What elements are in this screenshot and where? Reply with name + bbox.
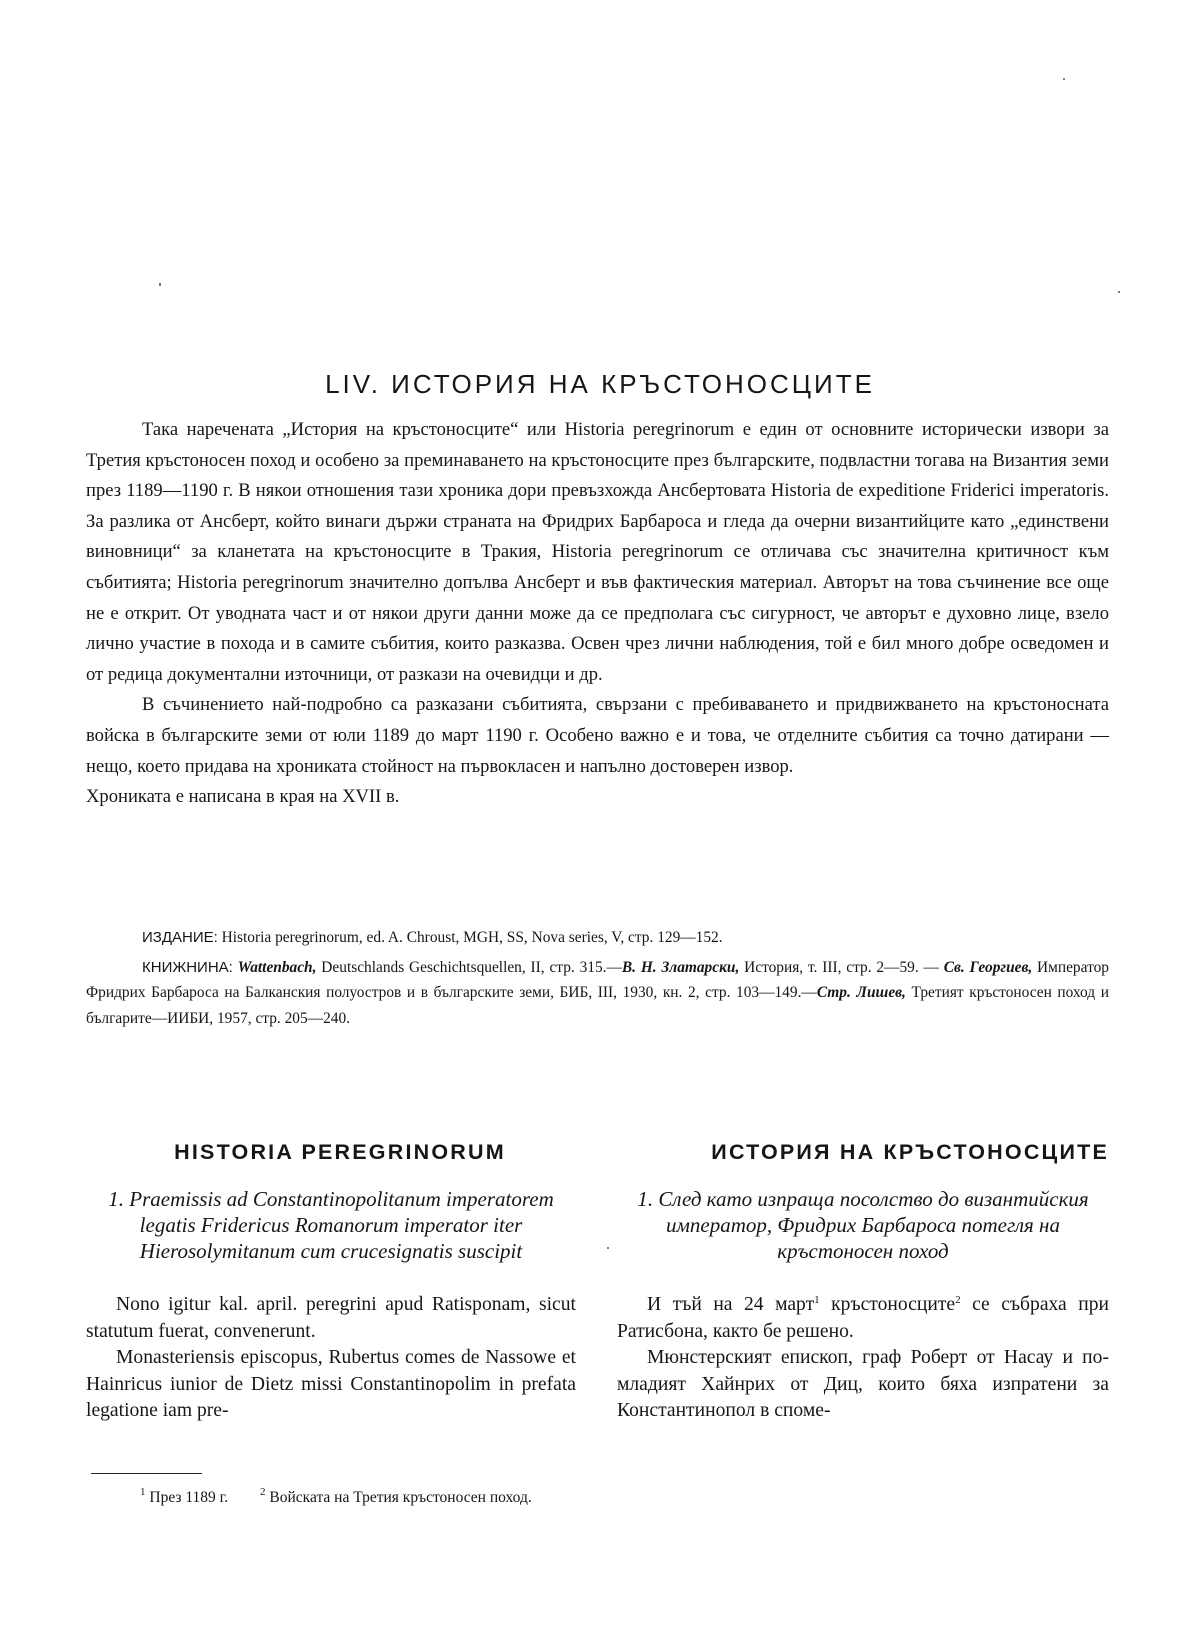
bulgarian-section-heading: 1. След като изпраща посолство до византийския император, Фридрих Барбароса потегля на кръстоносен поход (637, 1187, 1089, 1263)
literature-author: Св. Георгиев, (943, 958, 1033, 976)
bulgarian-column (617, 1137, 1109, 1425)
footnote-text: През 1189 г. (149, 1489, 229, 1506)
bulgarian-text (617, 1292, 1109, 1425)
latin-section-heading: 1. Praemissis ad Constantinopolitanum imperatorem legatis Fridericus Romanorum imperator iter Hierosolymitanum cum crucesignatis suscipit (108, 1187, 554, 1263)
latin-column-title: HISTORIA PEREGRINORUM (174, 1140, 506, 1164)
footnote-text: Войската на Третия кръстоносен поход. (269, 1489, 532, 1506)
footnote-mark: 2 (260, 1486, 266, 1498)
latin-paragraph: Nono igitur kal. april. peregrini apud Ratisponam, sicut statutum fuerat, convenerunt. (86, 1294, 576, 1342)
intro-paragraph: В съчинението най-подробно са разказани събитията, свързани с пребиваването и придвижването на кръстоносната войска в българските земи от юли 1189 до март 1190 г. Особено важно е и това, че отделните събития са точно датирани — нещо, което придава на хрониката стойност на първокласен и напълно достоверен извор. (86, 694, 1109, 777)
bulgarian-column-title: ИСТОРИЯ НА КРЪСТОНОСЦИТЕ (711, 1140, 1109, 1164)
references-section (86, 925, 1109, 1031)
literature-author: Wattenbach, (237, 958, 317, 976)
literature-entry: История, т. III, стр. 2—59. — (744, 958, 944, 976)
latin-column (86, 1137, 576, 1425)
scan-speck (159, 283, 161, 286)
literature-author: Стр. Лишев, (816, 984, 906, 1001)
intro-paragraph: Хрониката е написана в края на XVII в. (86, 786, 400, 808)
scan-speck (1063, 78, 1065, 80)
literature-label: КНИЖНИНА: (142, 958, 233, 976)
scan-speck (607, 1247, 609, 1249)
literature-entry: Deutschlands Geschichtsquellen, II, стр. 315.— (321, 958, 622, 976)
footnote-divider (91, 1473, 202, 1474)
footnote (260, 1488, 532, 1508)
latin-text (86, 1292, 576, 1425)
literature-author: В. Н. Златарски, (621, 958, 740, 976)
scan-speck (1118, 291, 1120, 293)
edition-label: ИЗДАНИЕ: (142, 929, 218, 946)
bulgarian-text-run: се събраха при Ратисбона, както бе решено. (617, 1294, 1110, 1342)
intro-paragraph: Така наречената „История на кръстоносците“ или Historia peregrinorum е един от основните исторически извори за Третия кръстоносен поход и особено за преминаването на кръстоносците през българските, подвластни тогава на Византия земи през 1189—1190 г. В някои отношения тази хроника дори превъзхожда Ансбертовата Historia de expeditione Friderici imperatoris. За разлика от Ансберт, който винаги държи страната на Фридрих Барбароса и гледа да очерни византийците като „единствени виновници“ за кланетата на кръстоносците в Тракия, Historia peregrinorum се отличава със значителна критичност към събитията; Historia peregrinorum значително допълва Ансберт и във фактическия материал. Авторът на това съчинение все още не е открит. От уводната част и от някои други данни може да се предполага със сигурност, че авторът е духовно лице, взело лично участие в похода и в самите събития, които разказва. Освен чрез лични наблюдения, той е бил много добре осведомен и от редица документални източници, от разкази на очевидци и др. (86, 419, 1109, 685)
intro-section (86, 415, 1109, 813)
footnote-mark: 1 (140, 1486, 146, 1498)
footnote-ref-1[interactable]: 1 (814, 1294, 820, 1307)
bulgarian-paragraph: Мюнстерският епископ, граф Роберт от Насау и по-младият Хайнрих от Диц, които бяха изпратени за Константинопол в споме- (617, 1347, 1109, 1422)
edition-text: Historia peregrinorum, ed. A. Chroust, MGH, SS, Nova series, V, стр. 129—152. (221, 929, 723, 946)
bulgarian-text-run: И тъй на 24 март (647, 1294, 815, 1316)
literature-reference (86, 955, 1109, 1032)
footnote (140, 1488, 228, 1508)
literature-entry: Третият кръстоносен поход и българите—ИИБИ, 1957, стр. 205—240. (86, 984, 1109, 1027)
footnote-ref-2[interactable]: 2 (955, 1294, 961, 1307)
edition-reference (86, 925, 1109, 951)
bulgarian-paragraph (617, 1292, 1109, 1345)
literature-entry: Император Фридрих Барбароса на Балканския полуостров и в българските земи, БИБ, III, 1930, кн. 2, стр. 103—149.— (86, 958, 1109, 1001)
footnotes (140, 1488, 532, 1508)
chapter-title: LIV. ИСТОРИЯ НА КРЪСТОНОСЦИТЕ (325, 369, 875, 400)
bulgarian-text-run: кръстоносците (819, 1294, 956, 1316)
latin-paragraph: Monasteriensis episcopus, Rubertus comes de Nassowe et Hainricus iunior de Dietz missi Constantinopolim in prefata legatione iam pre- (86, 1347, 576, 1422)
